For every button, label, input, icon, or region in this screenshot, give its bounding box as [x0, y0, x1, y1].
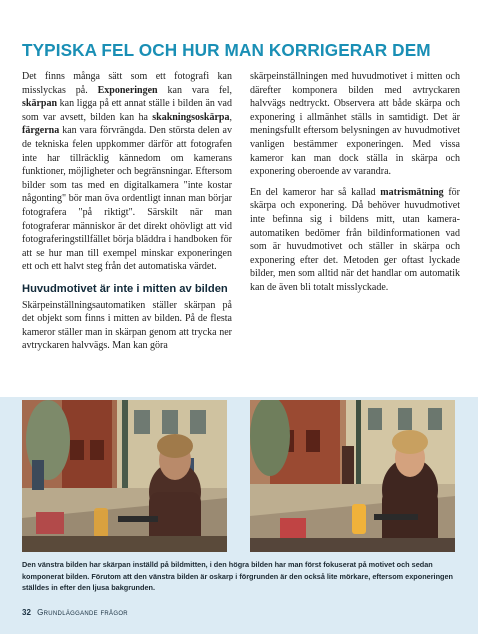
bold-term: färgerna — [22, 125, 60, 137]
section-subheading: Huvudmotivet är inte i mitten av bilden — [22, 282, 228, 295]
focus-paragraph: Skärpeinställningsautomatiken ställer skärpan på det objekt som finns i mitten av bilden. På de flesta kameror ställer man in skärpan genom att trycka ner avtryckaren halvvägs. Man kan göra — [22, 299, 232, 352]
section-title: Grundläggande frågor — [37, 608, 128, 617]
focus-continued-paragraph: skärpeinställningen med huvudmotivet i mitten och därefter komponera bilden med avtryckaren halvvägs nedtryckt. Observera att både skärpa och exponering i allmänhet ställs in samtidigt. Det är meningsfullt eftersom belysningen av huvudmotivet vanligen bestämmer exponeringen. Med vissa kameror kan man dock ställa in skärpa och exponering oberoende av varandra. — [250, 71, 460, 178]
page-number: 32 — [22, 608, 31, 617]
right-column — [250, 70, 460, 295]
bold-term: matrismätning — [380, 186, 444, 198]
photo-blurry-subject — [22, 400, 227, 552]
article-title: TYPISKA FEL OCH HUR MAN KORRIGERAR DEM — [22, 40, 431, 60]
photo-sharp-subject — [250, 400, 455, 552]
bold-term: skärpan — [22, 98, 58, 110]
bold-term: Exponeringen — [97, 84, 158, 96]
photo-caption: Den vänstra bilden har skärpan inställd på bildmitten, i den högra bilden har man först fokuserat på motivet och sedan komponerat bilden. Förutom att den vänstra bilden är oskarp i förgrunden är den också lite mörkare, eftersom exponeringen ställdes in efter den ljusa bakgrunden. — [22, 560, 454, 593]
left-column — [22, 70, 232, 353]
intro-paragraph: Det finns många sätt som ett fotografi kan misslyckas på. Exponeringen kan vara fel, skärpan kan ligga på ett annat ställe i bilden än vad som var avsett, bilden kan ha skakningsoskärpa, färgerna kan vara förvrängda. Den största delen av de tekniska felen uppkommer därför att fotografen inte har tillräcklig kännedom om kamerans funktioner, möjligheter och begränsningar. Eftersom bilder som tas med en digitalkamera "inte kostar någonting" bör man öva ordentligt innan man börjar fotografera "på riktigt". Särskilt när man fotograferar människor är det direkt ohövligt att vid fotograferingstillfället börja bläddra i handboken för att se hur man till exempel minskar exponeringen ett och ett halvt steg från det automatiska värdet. — [22, 71, 232, 273]
matrix-metering-paragraph: En del kameror har så kallad matrismätning för skärpa och exponering. Då behöver huvudmotivet inte befinna sig i bildens mitt, utan kamera-automatiken bedömer från bildinformationen vad som är huvudmotivet och ställer in skärpa och exponering efter det. Metoden ger oftast lyckade bilder, men som alltid när det handlar om automatik kan de även bli totalt misslyckade. — [250, 186, 460, 293]
page-footer — [22, 608, 128, 617]
bold-term: skakningsoskärpa — [152, 111, 230, 123]
